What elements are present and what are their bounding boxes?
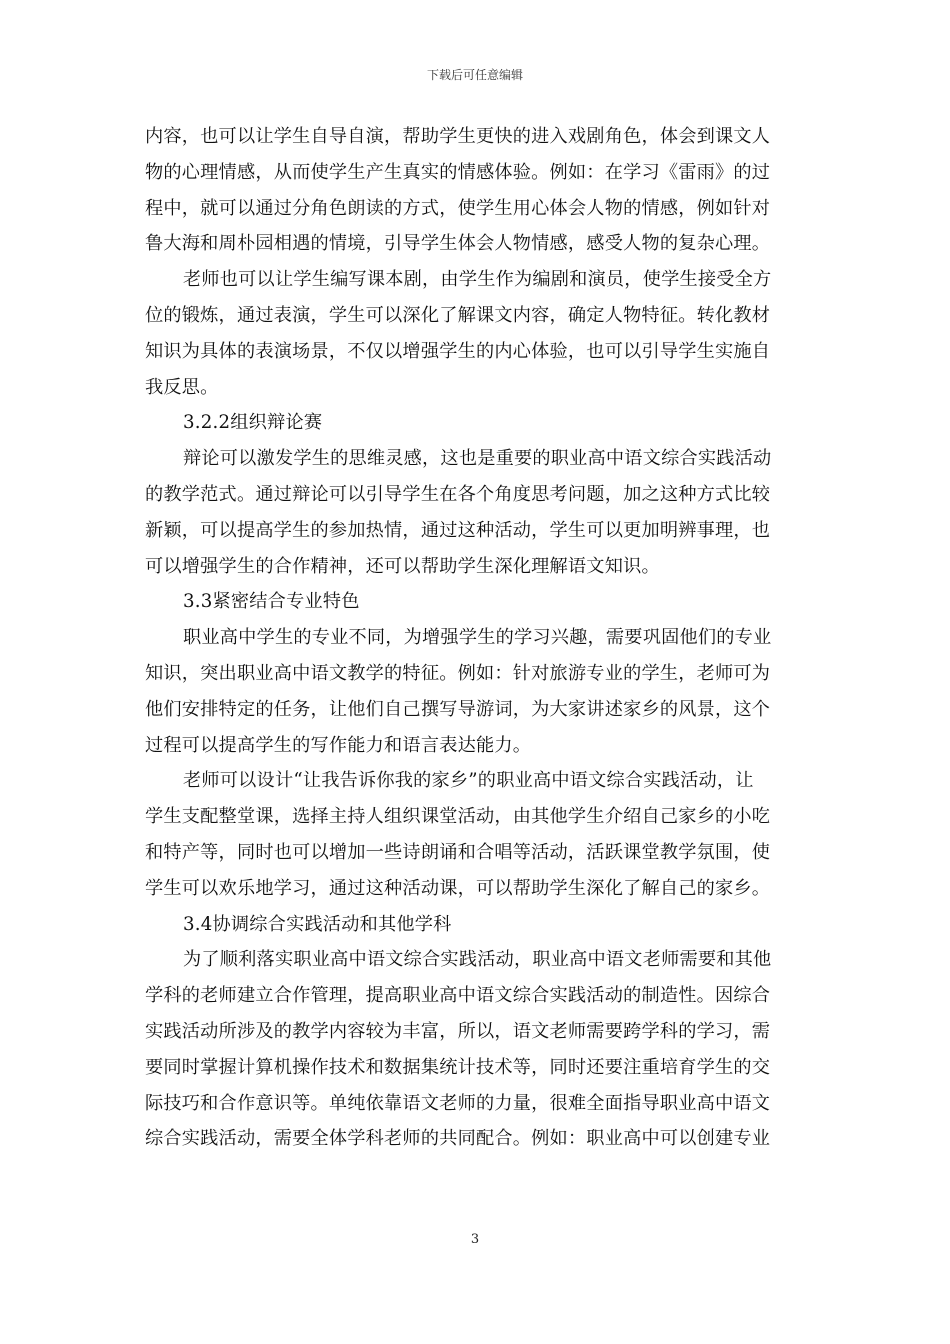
text-line: 鲁大海和周朴园相遇的情境，引导学生体会人物情感，感受人物的复杂心理。 xyxy=(145,233,771,255)
text-line: 过程可以提高学生的写作能力和语言表达能力。 xyxy=(145,734,532,756)
text-line: 内容，也可以让学生自导自演，帮助学生更快的进入戏剧角色，体会到课文人 xyxy=(145,126,771,147)
text-line: 物的心理情感，从而使学生产生真实的情感体验。例如：在学习《雷雨》的过 xyxy=(145,161,771,183)
text-line: 知识，突出职业高中语文教学的特征。例如：针对旅游专业的学生，老师可为 xyxy=(145,662,771,684)
text-line: 老师也可以让学生编写课本剧，由学生作为编剧和演员，使学生接受全方 xyxy=(183,269,772,291)
text-line: 辩论可以激发学生的思维灵感，这也是重要的职业高中语文综合实践活动 xyxy=(183,448,772,470)
text-line: 学科的老师建立合作管理，提高职业高中语文综合实践活动的制造性。因综合 xyxy=(145,985,771,1007)
text-line: 我反思。 xyxy=(145,376,219,398)
text-line: 3.3紧密结合专业特色 xyxy=(183,591,360,613)
text-line: 和特产等，同时也可以增加一些诗朗诵和合唱等活动，活跃课堂教学氛围，使 xyxy=(145,841,771,863)
text-line: 知识为具体的表演场景，不仅以增强学生的内心体验，也可以引导学生实施自 xyxy=(145,340,771,362)
text-line: 学生可以欢乐地学习，通过这种活动课，可以帮助学生深化了解自己的家乡。 xyxy=(145,877,771,899)
text-line: 程中，就可以通过分角色朗读的方式，使学生用心体会人物的情感，例如针对 xyxy=(145,197,771,219)
text-line: 3.4协调综合实践活动和其他学科 xyxy=(183,913,452,935)
text-line: 老师可以设计“让我告诉你我的家乡”的职业高中语文综合实践活动，让 xyxy=(183,770,754,792)
text-line: 的教学范式。通过辩论可以引导学生在各个角度思考问题，加之这种方式比较 xyxy=(145,483,771,505)
text-line: 为了顺利落实职业高中语文综合实践活动，职业高中语文老师需要和其他 xyxy=(183,949,772,971)
page-header: 下载后可任意编辑 xyxy=(426,68,523,82)
text-line: 可以增强学生的合作精神，还可以帮助学生深化理解语文知识。 xyxy=(145,555,660,577)
text-line: 3.2.2组织辩论赛 xyxy=(183,412,323,434)
text-line: 新颖，可以提高学生的参加热情，通过这种活动，学生可以更加明辨事理，也 xyxy=(145,519,771,541)
text-line: 学生支配整堂课，选择主持人组织课堂活动，由其他学生介绍自己家乡的小吃 xyxy=(145,806,771,828)
text-line: 综合实践活动，需要全体学科老师的共同配合。例如：职业高中可以创建专业 xyxy=(145,1128,771,1150)
text-line: 际技巧和合作意识等。单纯依靠语文老师的力量，很难全面指导职业高中语文 xyxy=(145,1092,771,1114)
text-line: 位的锻炼，通过表演，学生可以深化了解课文内容，确定人物特征。转化教材 xyxy=(145,304,771,326)
document-body xyxy=(145,119,807,1157)
text-line: 要同时掌握计算机操作技术和数据集统计技术等，同时还要注重培育学生的交 xyxy=(145,1056,771,1078)
text-line: 职业高中学生的专业不同，为增强学生的学习兴趣，需要巩固他们的专业 xyxy=(183,627,772,649)
text-line: 他们安排特定的任务，让他们自己撰写导游词，为大家讲述家乡的风景，这个 xyxy=(145,698,771,720)
page-number: 3 xyxy=(470,1232,480,1247)
text-line: 实践活动所涉及的教学内容较为丰富，所以，语文老师需要跨学科的学习，需 xyxy=(145,1020,771,1042)
